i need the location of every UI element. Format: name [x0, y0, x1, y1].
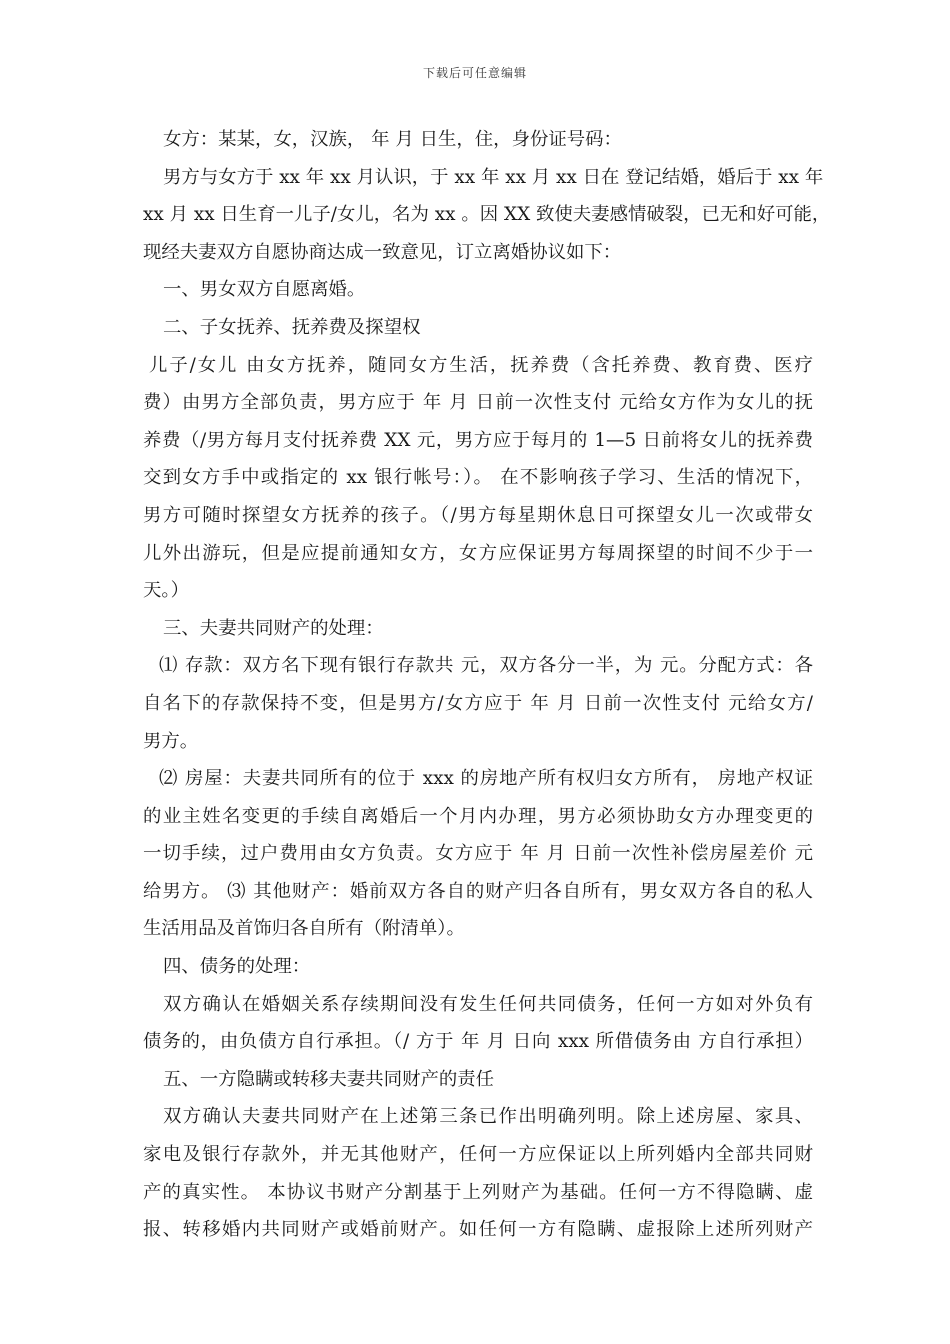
- text-line: 儿外出游玩，但是应提前通知女方，女方应保证男方每周探望的时间不少于一: [143, 542, 813, 564]
- text-line: xx 月 xx 日生育一儿子/女儿，名为 xx 。因 XX 致使夫妻感情破裂，已无和好可能，: [143, 204, 831, 226]
- text-line: 四、债务的处理：: [163, 956, 311, 978]
- text-line: 债务的，由负债方自行承担。（/ 方于 年 月 日向 xxx 所借债务由 方自行承担）: [143, 1031, 813, 1053]
- text-line: ⑵ 房屋：夫妻共同所有的位于 xxx 的房地产所有权归女方所有， 房地产权证: [159, 768, 813, 790]
- text-line: 天。）: [143, 580, 189, 602]
- text-line: 产的真实性。 本协议书财产分割基于上列财产为基础。任何一方不得隐瞒、虚: [143, 1181, 813, 1203]
- text-line: 男方可随时探望女方抚养的孩子。（/男方每星期休息日可探望女儿一次或带女: [143, 504, 813, 526]
- text-line: 费）由男方全部负责，男方应于 年 月 日前一次性支付 元给女方作为女儿的抚: [143, 392, 813, 414]
- text-line: 生活用品及首饰归各自所有（附清单）。: [143, 918, 465, 940]
- text-line: 养费（/男方每月支付抚养费 XX 元，男方应于每月的 1—5 日前将女儿的抚养费: [143, 429, 813, 451]
- text-line: 家电及银行存款外，并无其他财产，任何一方应保证以上所列婚内全部共同财: [143, 1144, 813, 1166]
- text-line: 现经夫妻双方自愿协商达成一致意见，订立离婚协议如下：: [143, 241, 622, 263]
- text-line: ⑴ 存款：双方名下现有银行存款共 元，双方各分一半，为 元。分配方式：各: [159, 655, 813, 677]
- text-line: 双方确认在婚姻关系存续期间没有发生任何共同债务，任何一方如对外负有: [163, 993, 813, 1015]
- text-line: 男方与女方于 xx 年 xx 月认识，于 xx 年 xx 月 xx 日在 登记结婚，婚后于 xx 年: [163, 166, 824, 188]
- text-line: 一、男女双方自愿离婚。: [163, 279, 366, 301]
- text-line: 给男方。 ⑶ 其他财产：婚前双方各自的财产归各自所有，男女双方各自的私人: [143, 880, 813, 902]
- text-line: 儿子/女儿 由女方抚养，随同女方生活，抚养费（含托养费、教育费、医疗: [149, 354, 813, 376]
- text-line: 五、一方隐瞒或转移夫妻共同财产的责任: [163, 1068, 495, 1090]
- text-line: 交到女方手中或指定的 xx 银行帐号：）。 在不影响孩子学习、生活的情况下，: [143, 467, 813, 489]
- text-line: 双方确认夫妻共同财产在上述第三条已作出明确列明。除上述房屋、家具、: [163, 1106, 813, 1128]
- text-line: 女方：某某，女，汉族， 年 月 日生，住，身份证号码：: [163, 129, 622, 150]
- page-header-note: 下载后可任意编辑: [422, 66, 527, 80]
- text-line: 自名下的存款保持不变，但是男方/女方应于 年 月 日前一次性支付 元给女方/: [143, 692, 813, 714]
- text-line: 报、转移婚内共同财产或婚前财产。如任何一方有隐瞒、虚报除上述所列财产: [143, 1219, 813, 1241]
- text-line: 的业主姓名变更的手续自离婚后一个月内办理，男方必须协助女方办理变更的: [143, 805, 813, 827]
- text-line: 三、夫妻共同财产的处理：: [163, 617, 384, 639]
- text-line: 二、子女抚养、抚养费及探望权: [163, 316, 421, 338]
- text-line: 男方。: [143, 730, 199, 752]
- text-line: 一切手续，过户费用由女方负责。女方应于 年 月 日前一次性补偿房屋差价 元: [143, 843, 813, 865]
- agreement-body: [143, 121, 831, 1249]
